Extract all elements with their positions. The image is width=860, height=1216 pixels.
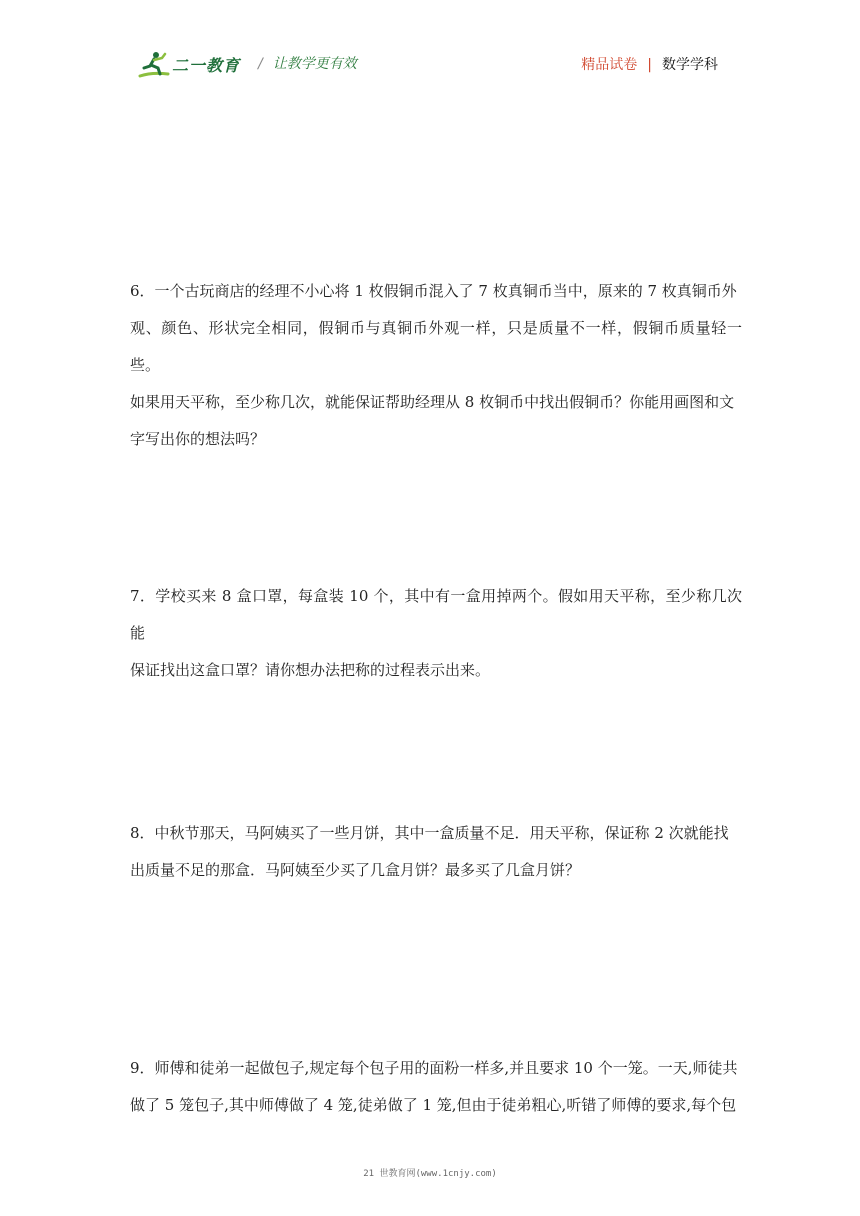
question-line: 如果用天平称，至少称几次，就能保证帮助经理从 8 枚铜币中找出假铜币？你能用画图和文: [130, 393, 735, 411]
page-footer: 21 世教育网(www.1cnjy.com): [363, 1169, 497, 1179]
question-9: [130, 1050, 742, 1124]
logo-text: 二一教育: [172, 56, 241, 75]
slogan-slash: /: [258, 56, 263, 72]
header-subject-info: [581, 54, 718, 74]
question-line: 7．学校买来 8 盒口罩，每盒装 10 个，其中有一盒用掉两个。假如用天平称，至少称几次能: [130, 587, 742, 642]
slogan-text: 让教学更有效: [272, 56, 357, 72]
question-line: 观、颜色、形状完全相同，假铜币与真铜币外观一样，只是质量不一样，假铜币质量轻一些。: [130, 319, 742, 374]
question-line: 保证找出这盒口罩？请你想办法把称的过程表示出来。: [130, 661, 491, 679]
question-line: 9．师傅和徒弟一起做包子,规定每个包子用的面粉一样多,并且要求 10 个一笼。一天,师徒共: [130, 1059, 738, 1077]
page-header: [0, 0, 860, 90]
question-line: 8．中秋节那天，马阿姨买了一些月饼，其中一盒质量不足．用天平称，保证称 2 次就能找: [130, 824, 729, 842]
question-line: 6．一个古玩商店的经理不小心将 1 枚假铜币混入了 7 枚真铜币当中，原来的 7 枚真铜币外: [130, 282, 737, 300]
subject-label: 数学学科: [662, 57, 718, 73]
logo: [138, 50, 250, 80]
question-line: 做了 5 笼包子,其中师傅做了 4 笼,徒弟做了 1 笼,但由于徒弟粗心,听错了师傅的要求,每个包: [130, 1096, 737, 1114]
question-7: [130, 578, 742, 689]
paper-tag: 精品试卷: [581, 57, 638, 73]
question-line: 字写出你的想法吗？: [130, 430, 266, 448]
slogan: [258, 53, 357, 73]
header-separator: |: [647, 57, 652, 73]
question-8: [130, 815, 742, 889]
runner-logo-icon: [138, 50, 172, 80]
question-line: 出质量不足的那盒．马阿姨至少买了几盒月饼？最多买了几盒月饼？: [130, 861, 581, 879]
question-6: [130, 273, 742, 458]
